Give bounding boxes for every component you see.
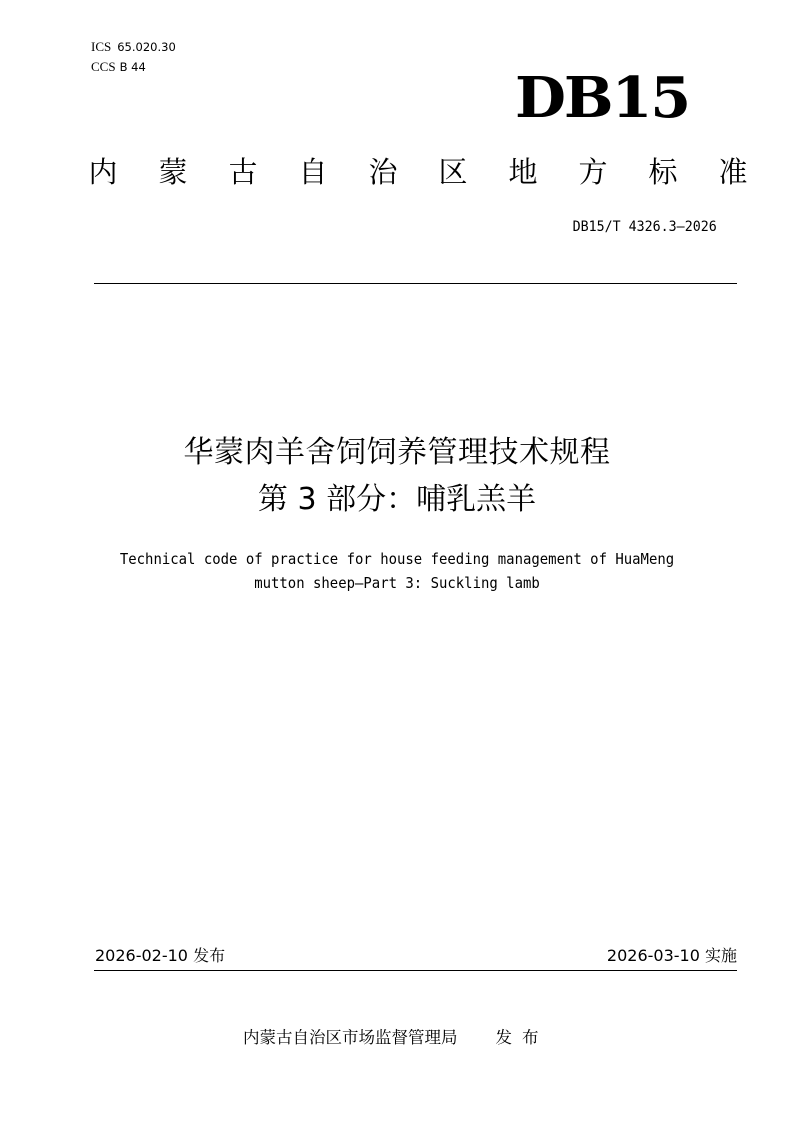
category-char: 准 <box>718 155 748 189</box>
category-char: 标 <box>648 155 678 189</box>
db15-logo: DB15 <box>515 65 690 131</box>
ics-classification <box>91 40 176 54</box>
bottom-divider <box>94 970 737 971</box>
issuer-line <box>243 1027 549 1049</box>
category-char: 方 <box>578 155 608 189</box>
publish-date: 2026-02-10 发布 <box>95 946 226 965</box>
ics-label: ICS <box>91 39 112 54</box>
title-zh-line1: 华蒙肉羊舍饲饲养管理技术规程 <box>183 435 611 470</box>
ccs-label: CCS <box>91 59 116 74</box>
issuer-name: 内蒙古自治区市场监督管理局 <box>243 1028 458 1047</box>
standard-category <box>88 152 748 192</box>
category-char: 自 <box>298 155 328 189</box>
title-en-line2: mutton sheep—Part 3: Suckling lamb <box>254 574 540 592</box>
issuer-action: 发布 <box>495 1028 549 1047</box>
category-char: 区 <box>438 155 468 189</box>
title-zh-line2: 第 3 部分：哺乳羔羊 <box>257 482 537 517</box>
ics-value: 65.020.30 <box>117 40 176 54</box>
category-char: 古 <box>228 155 258 189</box>
category-char: 蒙 <box>158 155 188 189</box>
title-en-line1: Technical code of practice for house feeding management of HuaMeng <box>119 550 675 568</box>
top-divider <box>94 283 737 284</box>
effective-date: 2026-03-10 实施 <box>606 946 737 965</box>
ccs-value: B 44 <box>119 60 146 74</box>
ccs-classification <box>91 60 146 74</box>
category-char: 治 <box>368 155 398 189</box>
category-char: 内 <box>88 155 118 189</box>
category-char: 地 <box>508 155 538 189</box>
standard-code: DB15/T 4326.3—2026 <box>572 219 717 235</box>
